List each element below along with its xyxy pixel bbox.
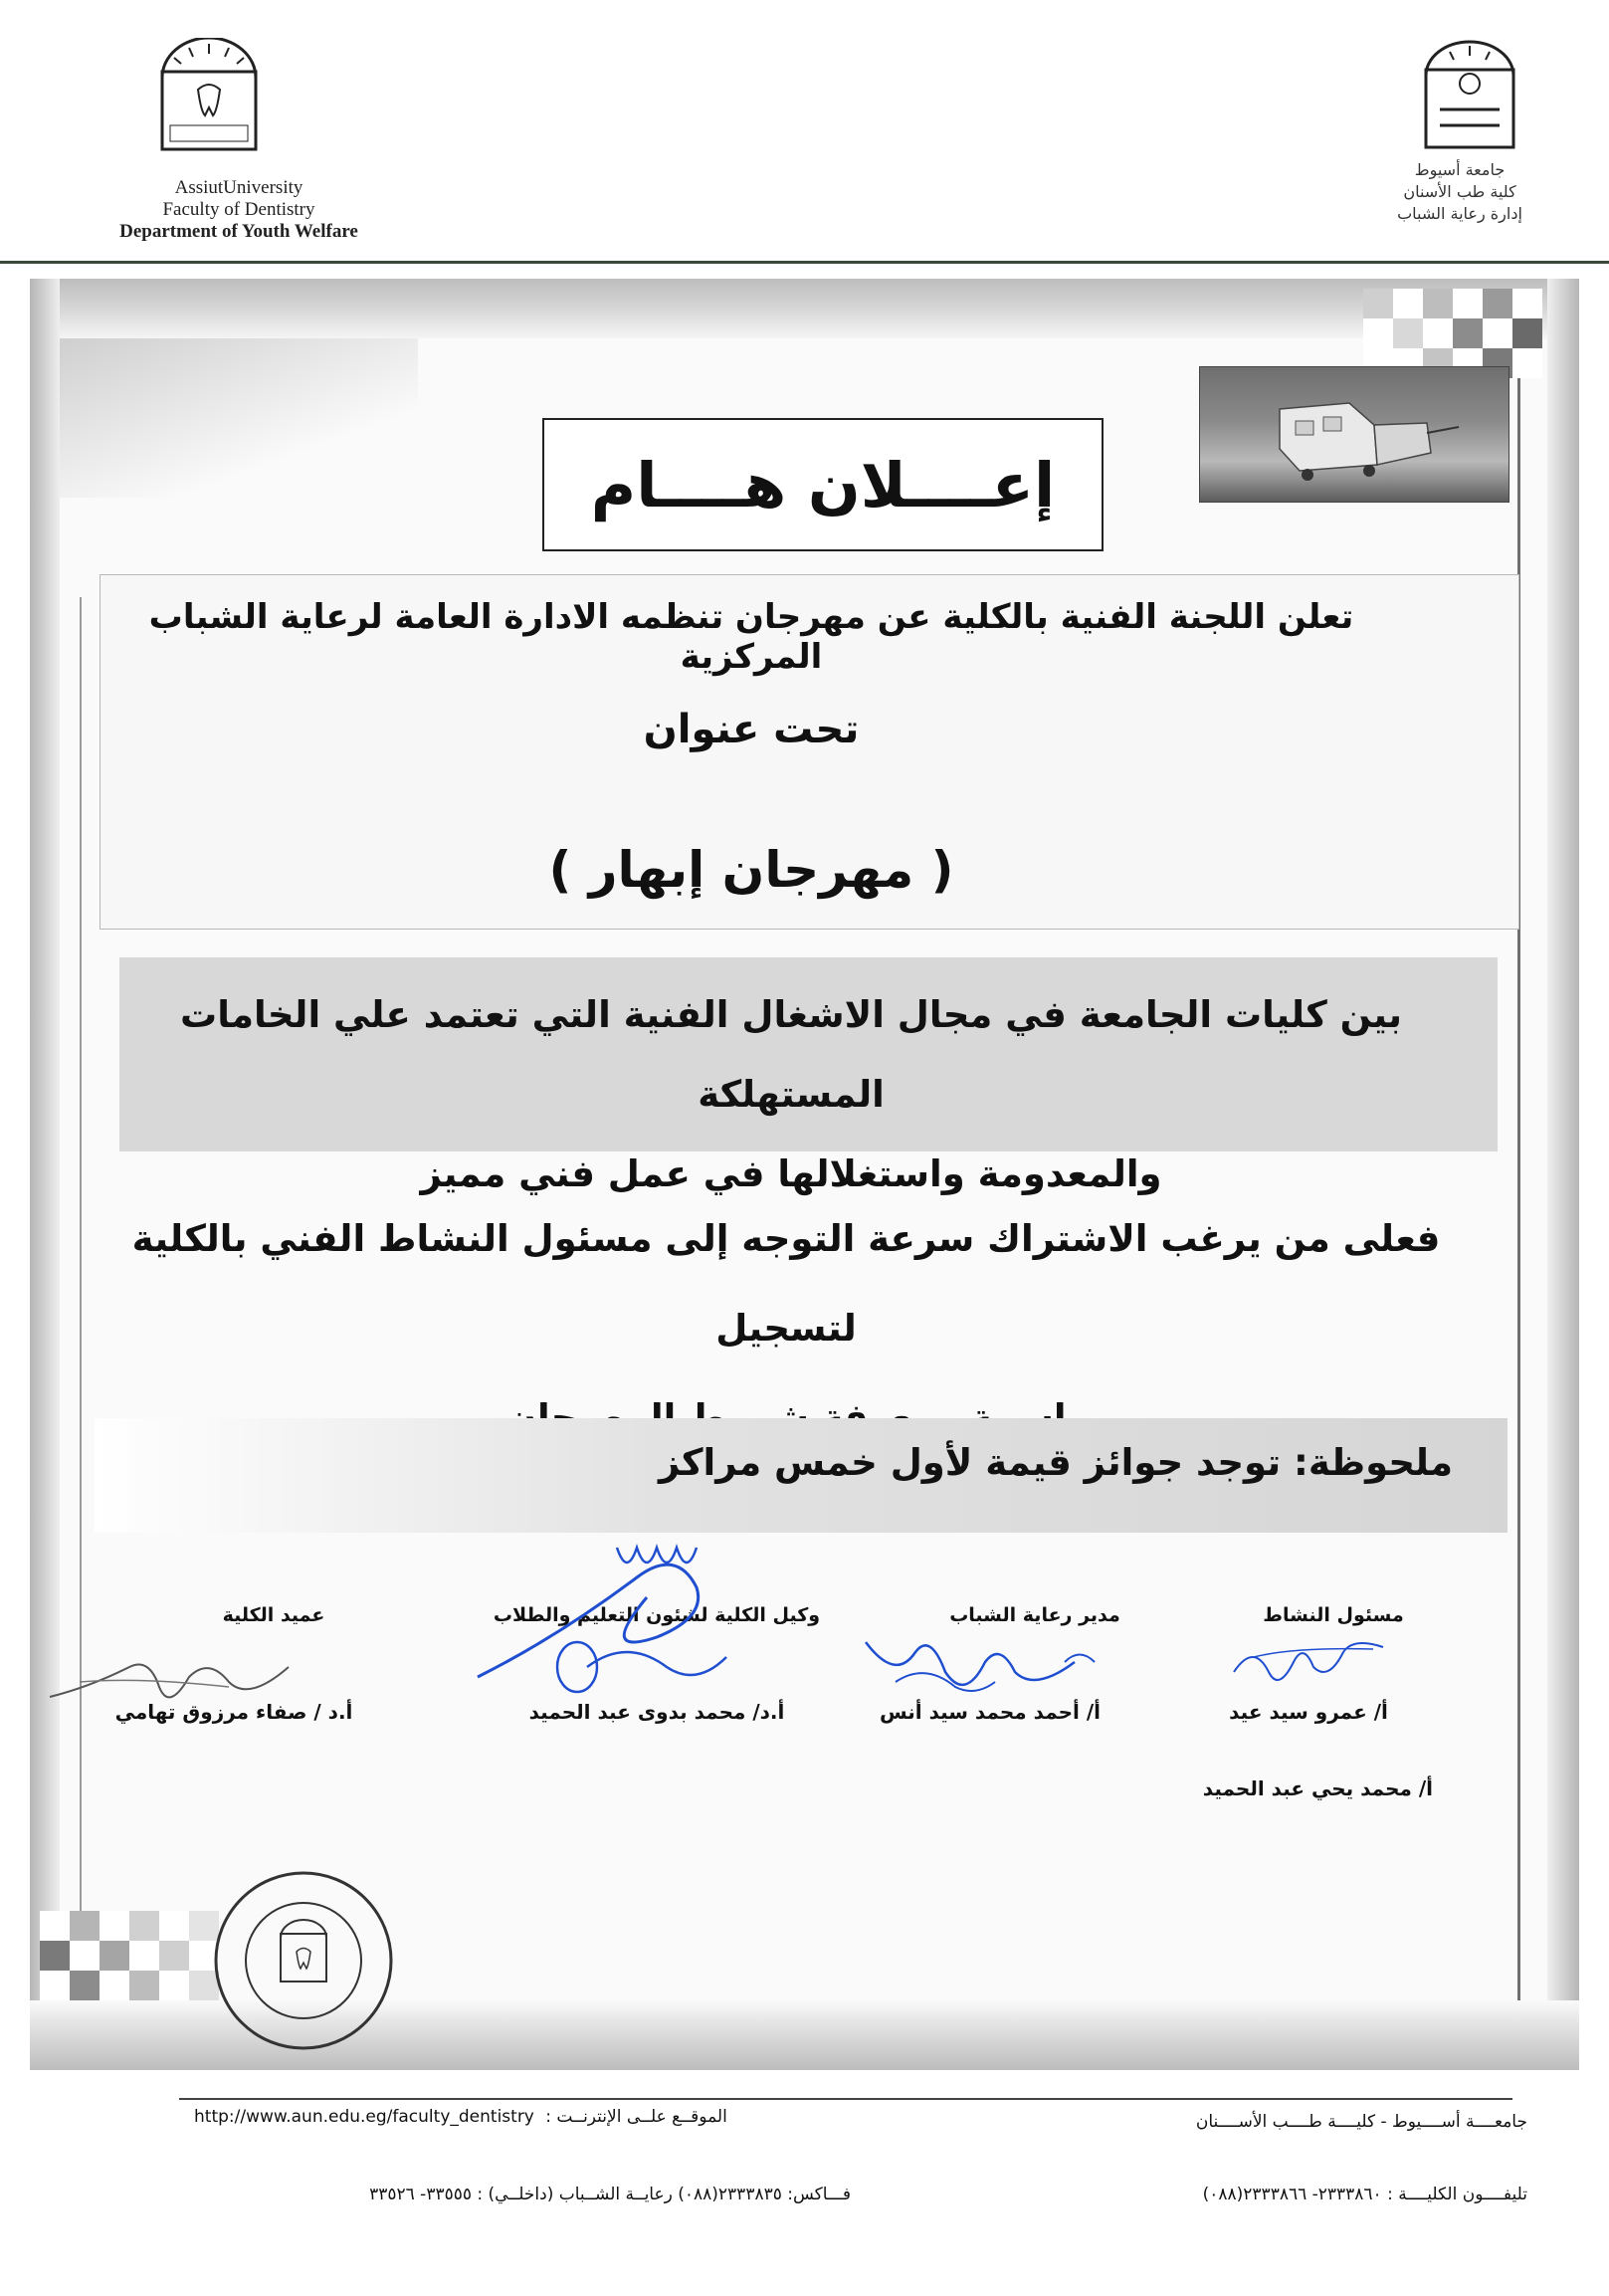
- announcement-title: إعــــلان هــــام: [590, 448, 1056, 522]
- footer-divider: [179, 2098, 1512, 2100]
- frame-left: [30, 279, 60, 2070]
- faculty-logo: [154, 38, 264, 155]
- header-arabic: [1350, 159, 1569, 225]
- header-divider: [0, 261, 1609, 264]
- header-english: [40, 177, 438, 243]
- festival-name: ( مهرجان إبهار ): [548, 841, 954, 899]
- official-stamp: [209, 1866, 398, 2055]
- signature-name-vice-dean: أ.د/ محمد بدوى عبد الحميد: [528, 1700, 785, 1724]
- signature-title-vice-dean: وكيل الكلية لشئون التعليم والطلاب: [493, 1604, 821, 1626]
- frame-right: [1547, 279, 1579, 2070]
- footer-phone: تليفــــون الكليــــة : ٢٣٣٣٨٦٠- ٢٣٣٣٨٦٦(٠٨٨): [1202, 2185, 1527, 2204]
- university-name-en: AssiutUniversity: [174, 177, 303, 198]
- faculty-name-ar: كلية طب الأسنان: [1403, 182, 1516, 201]
- footer-website: [194, 2107, 891, 2127]
- university-logo: [1420, 40, 1519, 151]
- faculty-name-en: Faculty of Dentistry: [162, 199, 315, 220]
- signature-name-extra: أ/ محمد يحي عبد الحميد: [1202, 1776, 1433, 1800]
- frame-line-right: [1517, 289, 1520, 2000]
- signature-title-dean: عميد الكلية: [222, 1604, 325, 1626]
- prize-note: ملحوظة: توجد جوائز قيمة لأول خمس مراكز: [659, 1441, 1453, 1484]
- signature-name-youth-director: أ/ أحمد محمد سيد أنس: [879, 1700, 1102, 1724]
- signature-scribble-youth-director: [856, 1622, 1134, 1702]
- website-url[interactable]: http://www.aun.edu.eg/faculty_dentistry: [194, 2107, 534, 2127]
- signature-title-activity: مسئول النشاط: [1263, 1604, 1404, 1626]
- frame-line-left: [80, 597, 82, 1990]
- signature-scribble-dean: [40, 1652, 299, 1712]
- checker-pattern-top: [1363, 289, 1542, 378]
- department-name-ar: إدارة رعاية الشباب: [1397, 204, 1522, 223]
- announcement-title-box: [542, 418, 1104, 551]
- description-line-1: بين كليات الجامعة في مجال الاشغال الفنية التي تعتمد علي الخامات المستهلكة: [180, 993, 1402, 1116]
- frame-top: [30, 279, 1579, 338]
- footer-address: جامعــــة أســــيوط - كليــــة طــــب الأســــنان: [1195, 2112, 1527, 2132]
- department-name-en: Department of Youth Welfare: [119, 221, 358, 242]
- website-label: الموقــع علــى الإنترنــت :: [545, 2107, 727, 2127]
- signature-scribble-vice-dean: [468, 1528, 796, 1707]
- artwork-photo: [1199, 366, 1509, 503]
- signature-name-dean: أ.د / صفاء مرزوق تهامي: [114, 1700, 353, 1724]
- signature-title-youth-director: مدير رعاية الشباب: [949, 1604, 1120, 1626]
- frame-shade: [60, 338, 418, 498]
- announcement-subheading: تحت عنوان: [643, 707, 860, 752]
- description-line-2: والمعدومة واستغلالها في عمل فني مميز: [420, 1152, 1162, 1195]
- description-text: [119, 975, 1463, 1214]
- checker-pattern-bottom: [40, 1911, 219, 2000]
- instruction-line-1: فعلى من يرغب الاشتراك سرعة التوجه إلى مسئول النشاط الفني بالكلية لتسجيل: [131, 1217, 1441, 1350]
- footer-fax: فـــاكس: ٢٣٣٣٨٣٥(٠٨٨) رعايــة الشــباب (داخلــي) : ٣٣٥٥٥- ٣٣٥٢٦: [369, 2185, 851, 2204]
- university-name-ar: جامعة أسيوط: [1414, 160, 1506, 179]
- announcement-intro: تعلن اللجنة الفنية بالكلية عن مهرجان تنظمه الادارة العامة لرعاية الشباب المركزية: [148, 597, 1354, 677]
- signature-name-activity: أ/ عمرو سيد عيد: [1229, 1700, 1388, 1724]
- signature-scribble-activity: [1224, 1632, 1393, 1692]
